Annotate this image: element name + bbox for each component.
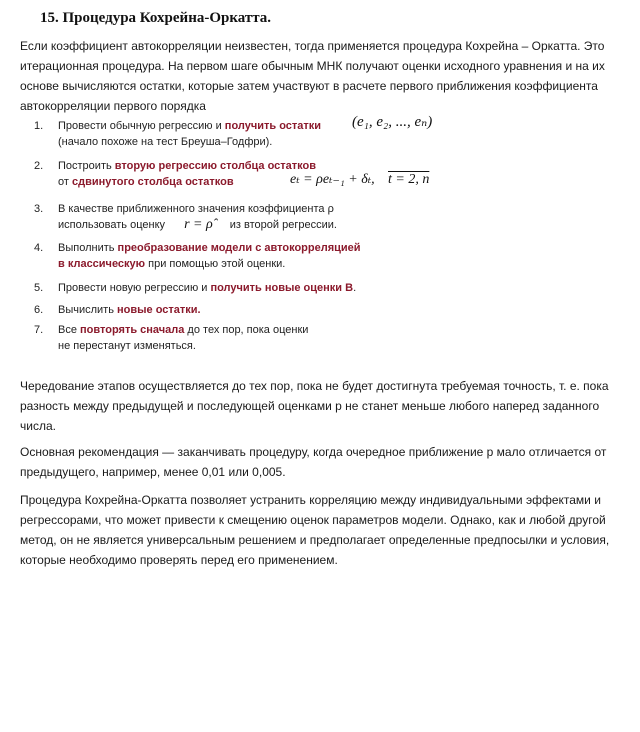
residuals-formula: (e₁, e₂, ..., eₙ) bbox=[352, 114, 433, 130]
intro-paragraph: Если коэффициент автокорреляции неизвестен, тогда применяется процедура Кохрейна – Оркатта. Это итерационная процедура. На первом шаге обычным МНК получают оценки исходного уравнения и на их основе вычисляются остатки, которые затем участвуют в расчете первого приближения коэффициента автокорреляции первого порядка bbox=[20, 39, 605, 113]
step-highlight: получить новые оценки B bbox=[210, 282, 354, 294]
step-highlight: сдвинутого столбца остатков bbox=[71, 176, 234, 188]
step-text: от bbox=[58, 176, 72, 188]
step-text: Провести обычную регрессию и bbox=[58, 120, 225, 132]
step-text: В качестве приближенного значения коэффициента ρ bbox=[58, 203, 334, 215]
step-text: из второй регрессии. bbox=[229, 219, 337, 231]
step-text: (начало похоже на тест Бреуша–Годфри). bbox=[58, 136, 273, 148]
step-text: при помощью этой оценки. bbox=[145, 258, 286, 270]
step-4 bbox=[34, 240, 454, 272]
step-highlight: новые остатки. bbox=[117, 304, 201, 316]
step-text: Все bbox=[58, 324, 81, 336]
step-highlight: в классическую bbox=[58, 258, 146, 270]
step-highlight: преобразование модели с автокорреляцией bbox=[117, 242, 361, 254]
step-text: использовать оценку bbox=[58, 219, 166, 231]
estimate-formula: r = ρ̂ bbox=[184, 217, 213, 232]
step-2 bbox=[34, 158, 454, 190]
iteration-paragraph: Чередование этапов осуществляется до тех пор, пока не будет достигнута требуемая точность, т. е. пока разность между предыдущей и последующей оценками р не станет меньше любого наперед заданного числа. bbox=[20, 379, 609, 433]
step-number: 6. bbox=[34, 304, 44, 316]
step-text: Вычислить bbox=[58, 304, 118, 316]
step-highlight: получить остатки bbox=[224, 120, 322, 132]
step-number: 2. bbox=[34, 160, 44, 172]
step-3 bbox=[34, 201, 454, 233]
step-number: 1. bbox=[34, 120, 44, 132]
step-text: не перестанут изменяться. bbox=[58, 340, 196, 352]
step-number: 4. bbox=[34, 242, 44, 254]
regression-formula: eₜ = ρeₜ₋₁ + δₜ, bbox=[290, 172, 375, 187]
index-range-formula: t = 2, n bbox=[388, 172, 430, 187]
step-text: . bbox=[353, 282, 357, 294]
conclusion-paragraph: Процедура Кохрейна-Оркатта позволяет устранить корреляцию между индивидуальными эффектами и регрессорами, что может привести к смещению оценок параметров модели. Однако, как и любой другой метод, он не является универсальным решением и предполагает определенные предпосылки и условия, которые необходимо проверять перед его применением. bbox=[20, 493, 610, 567]
step-number: 3. bbox=[34, 203, 44, 215]
step-highlight: вторую регрессию столбца остатков bbox=[114, 160, 316, 172]
step-5 bbox=[34, 280, 454, 296]
step-number: 5. bbox=[34, 282, 44, 294]
step-1 bbox=[34, 114, 454, 150]
page-title: 15. Процедура Кохрейна-Оркатта. bbox=[40, 10, 272, 26]
step-number: 7. bbox=[34, 324, 44, 336]
step-7 bbox=[34, 322, 454, 354]
step-text: до тех пор, пока оценки bbox=[184, 324, 309, 336]
step-text: Построить bbox=[58, 160, 115, 172]
recommendation-paragraph: Основная рекомендация — заканчивать процедуру, когда очередное приближение р мало отличается от предыдущего, например, менее 0,01 или 0,005. bbox=[20, 445, 607, 479]
step-text: Выполнить bbox=[58, 242, 118, 254]
step-6 bbox=[34, 302, 454, 318]
step-text: Провести новую регрессию и bbox=[58, 282, 211, 294]
step-highlight: повторять сначала bbox=[80, 324, 185, 336]
